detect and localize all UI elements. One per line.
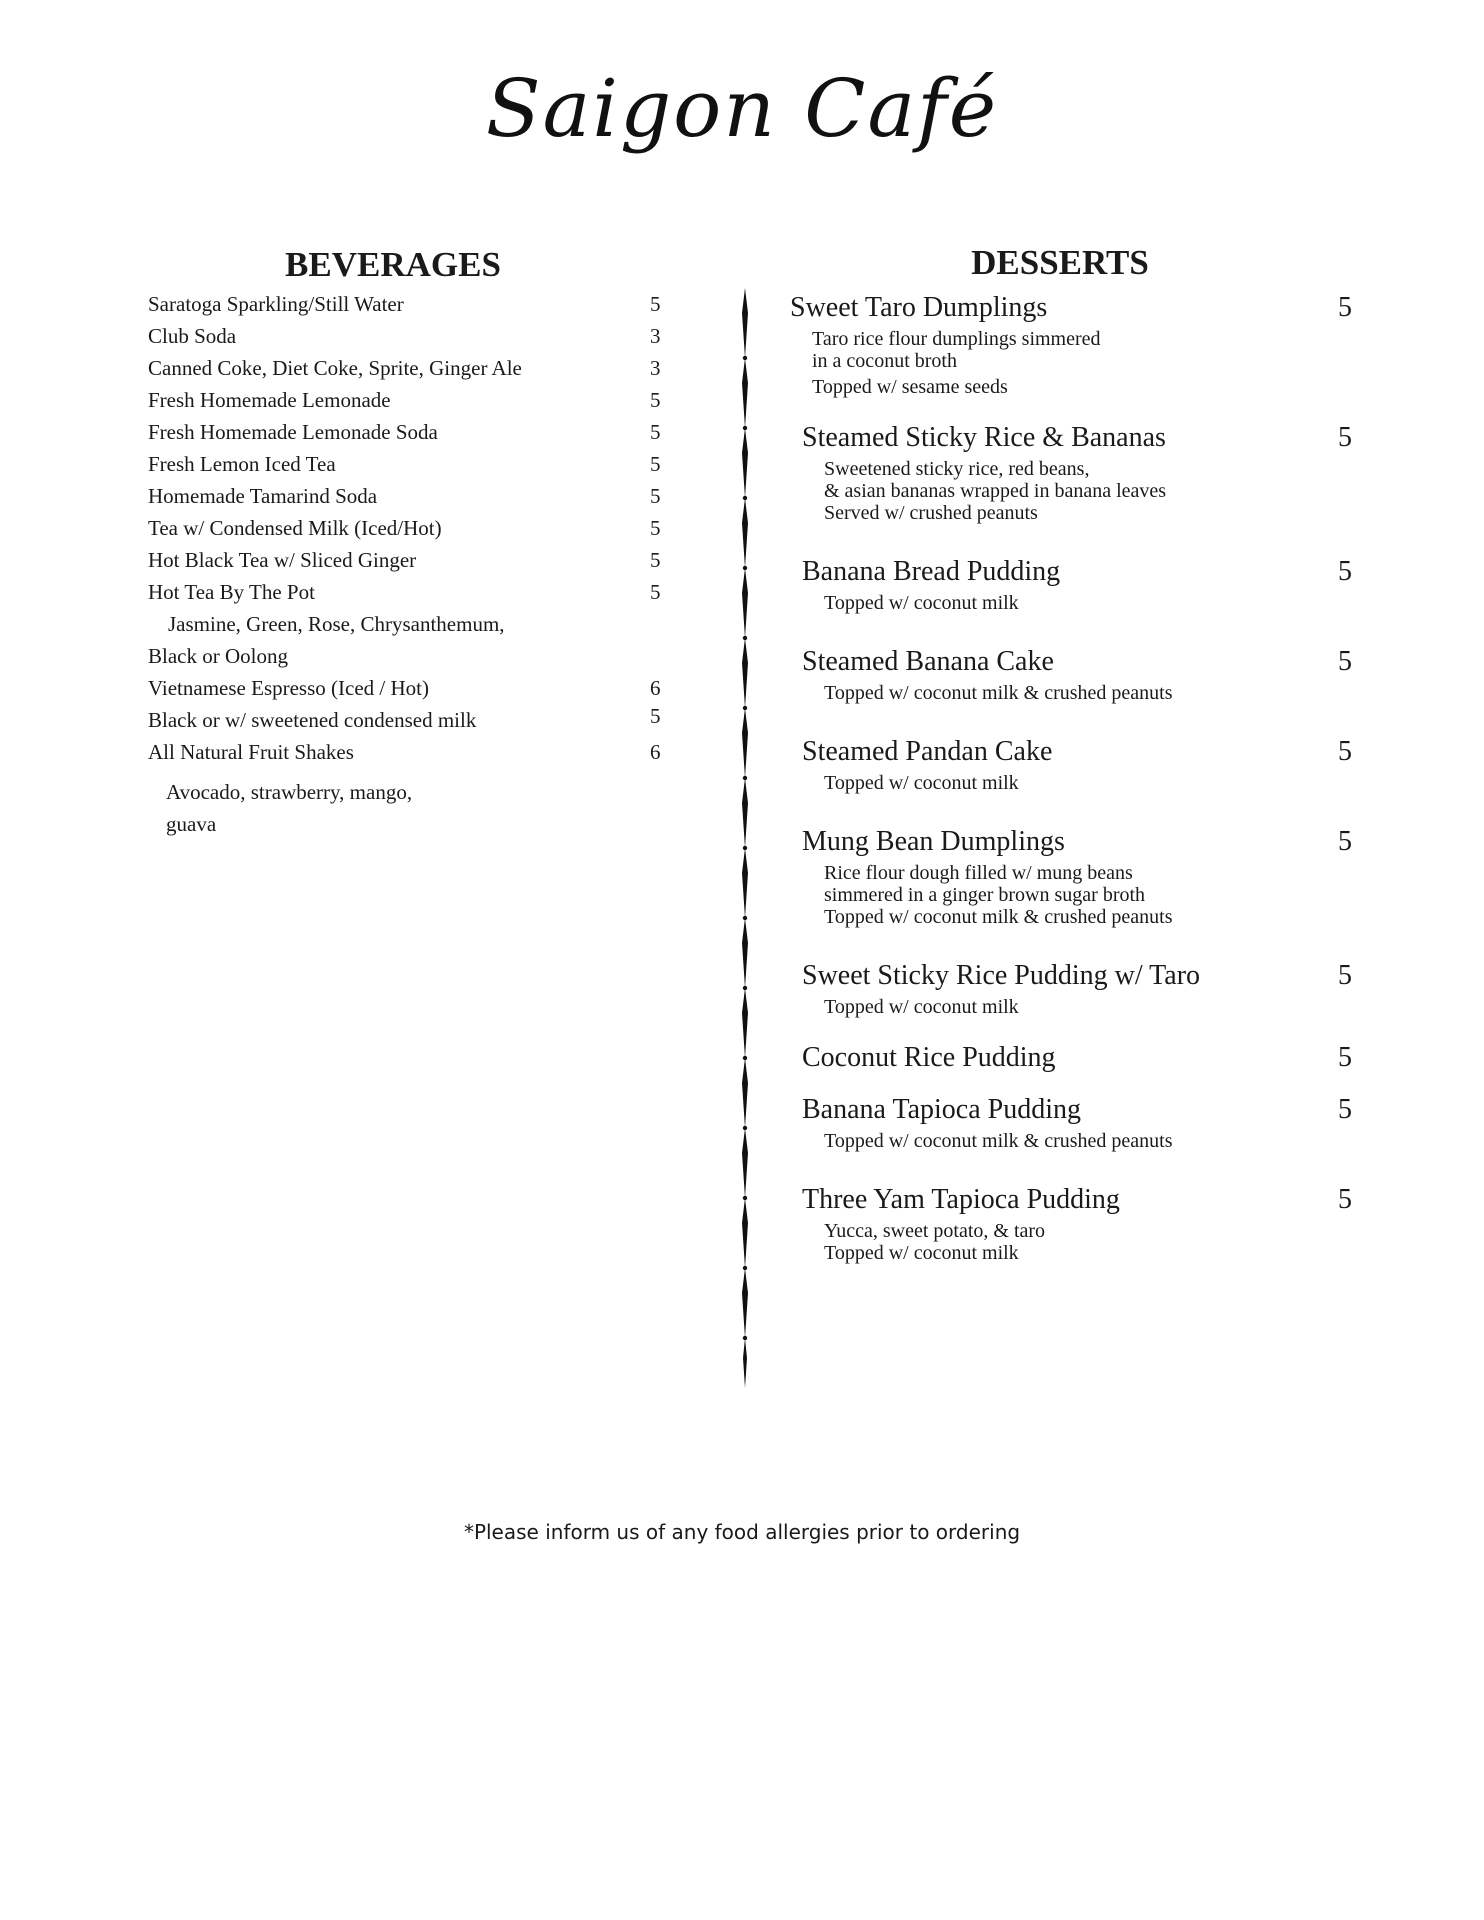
item-desc: Topped w/ coconut milk & crushed peanuts xyxy=(824,906,1173,928)
list-item xyxy=(148,448,668,480)
item-price: 5 xyxy=(1338,422,1352,453)
item-name: Steamed Pandan Cake xyxy=(802,736,1053,767)
item-price: 5 xyxy=(1338,1184,1352,1215)
item-name: Three Yam Tapioca Pudding xyxy=(802,1184,1120,1215)
item-price: 5 xyxy=(650,484,661,508)
item-price: 5 xyxy=(1338,1042,1352,1073)
item-price: 5 xyxy=(650,516,661,540)
item-desc: Topped w/ coconut milk xyxy=(824,772,1019,794)
item-desc: Topped w/ coconut milk xyxy=(824,1242,1019,1264)
item-name: Club Soda xyxy=(148,324,237,348)
list-item xyxy=(790,1038,1370,1078)
list-item xyxy=(790,418,1370,524)
shake-note xyxy=(148,776,668,840)
item-name: Fresh Homemade Lemonade xyxy=(148,388,391,412)
item-price: 5 xyxy=(650,452,661,476)
item-price: 5 xyxy=(650,388,661,412)
desserts-heading: DESSERTS xyxy=(971,243,1149,282)
beverages-list xyxy=(148,288,668,840)
list-item xyxy=(148,352,668,384)
desserts-list xyxy=(790,288,1370,1264)
list-item xyxy=(148,608,668,640)
item-price: 5 xyxy=(1338,556,1352,587)
item-name: Jasmine, Green, Rose, Chrysanthemum, xyxy=(168,612,505,636)
item-desc: Topped w/ coconut milk xyxy=(824,592,1019,614)
item-desc: Rice flour dough filled w/ mung beans xyxy=(824,862,1133,884)
list-item xyxy=(148,512,668,544)
ornamental-divider xyxy=(735,288,755,1388)
list-item xyxy=(790,288,1370,398)
item-price: 5 xyxy=(1338,826,1352,857)
item-price: 5 xyxy=(650,420,661,444)
item-desc: Yucca, sweet potato, & taro xyxy=(824,1220,1046,1242)
item-desc: Topped w/ sesame seeds xyxy=(812,376,1008,398)
list-item xyxy=(790,732,1370,794)
item-price: 5 xyxy=(1338,960,1352,991)
item-name: Mung Bean Dumplings xyxy=(802,826,1065,857)
item-name: Black or Oolong xyxy=(148,644,288,668)
item-name: Coconut Rice Pudding xyxy=(802,1042,1056,1073)
item-price: 5 xyxy=(650,548,661,572)
list-item xyxy=(790,1090,1370,1152)
shake-note-line: Avocado, strawberry, mango, xyxy=(166,780,413,804)
list-item xyxy=(790,642,1370,704)
list-item xyxy=(148,576,668,608)
item-price: 6 xyxy=(650,740,661,764)
list-item xyxy=(790,822,1370,928)
item-name: Hot Tea By The Pot xyxy=(148,580,315,604)
item-desc: Topped w/ coconut milk xyxy=(824,996,1019,1018)
list-item xyxy=(790,1180,1370,1264)
list-item xyxy=(790,552,1370,614)
list-item xyxy=(148,416,668,448)
item-price: 6 xyxy=(650,676,661,700)
item-price: 3 xyxy=(650,356,661,380)
item-price: 5 xyxy=(650,704,661,728)
list-item xyxy=(790,956,1370,1018)
beverages-heading: BEVERAGES xyxy=(285,245,501,284)
item-price: 5 xyxy=(650,580,661,604)
item-desc: Sweetened sticky rice, red beans, xyxy=(824,458,1090,480)
item-name: Sweet Sticky Rice Pudding w/ Taro xyxy=(802,960,1201,991)
item-desc: simmered in a ginger brown sugar broth xyxy=(824,884,1146,906)
item-name: Canned Coke, Diet Coke, Sprite, Ginger Ale xyxy=(148,356,522,380)
item-name: Saratoga Sparkling/Still Water xyxy=(148,292,404,316)
list-item xyxy=(148,480,668,512)
item-price: 3 xyxy=(650,324,661,348)
item-name: Fresh Homemade Lemonade Soda xyxy=(148,420,438,444)
list-item xyxy=(148,704,668,736)
list-item xyxy=(148,288,668,320)
item-price: 5 xyxy=(1338,292,1352,323)
item-name: Steamed Sticky Rice & Bananas xyxy=(802,422,1166,453)
list-item xyxy=(148,384,668,416)
item-name: Hot Black Tea w/ Sliced Ginger xyxy=(148,548,417,572)
item-desc: & asian bananas wrapped in banana leaves xyxy=(824,480,1167,502)
list-item xyxy=(148,736,668,768)
item-name: Banana Tapioca Pudding xyxy=(802,1094,1082,1125)
item-name: Black or w/ sweetened condensed milk xyxy=(148,708,477,732)
item-name: Fresh Lemon Iced Tea xyxy=(148,452,336,476)
item-desc: Topped w/ coconut milk & crushed peanuts xyxy=(824,1130,1173,1152)
list-item xyxy=(148,320,668,352)
list-item xyxy=(148,544,668,576)
cafe-title: Saigon Café xyxy=(485,62,999,155)
item-name: Steamed Banana Cake xyxy=(802,646,1054,677)
shake-note-line: guava xyxy=(166,812,217,836)
item-price: 5 xyxy=(1338,1094,1352,1125)
item-name: Homemade Tamarind Soda xyxy=(148,484,378,508)
item-desc: Topped w/ coconut milk & crushed peanuts xyxy=(824,682,1173,704)
item-name: Sweet Taro Dumplings xyxy=(790,292,1048,323)
item-price: 5 xyxy=(650,292,661,316)
item-desc: Served w/ crushed peanuts xyxy=(824,502,1038,524)
item-desc: in a coconut broth xyxy=(812,350,957,372)
allergy-notice: *Please inform us of any food allergies prior to ordering xyxy=(463,1520,1021,1544)
list-item xyxy=(148,640,668,672)
item-desc: Taro rice flour dumplings simmered xyxy=(812,328,1101,350)
item-name: Banana Bread Pudding xyxy=(802,556,1061,587)
list-item xyxy=(148,672,668,704)
item-price: 5 xyxy=(1338,646,1352,677)
item-name: All Natural Fruit Shakes xyxy=(148,740,354,764)
item-price: 5 xyxy=(1338,736,1352,767)
item-name: Tea w/ Condensed Milk (Iced/Hot) xyxy=(148,516,442,540)
item-name: Vietnamese Espresso (Iced / Hot) xyxy=(148,676,429,700)
